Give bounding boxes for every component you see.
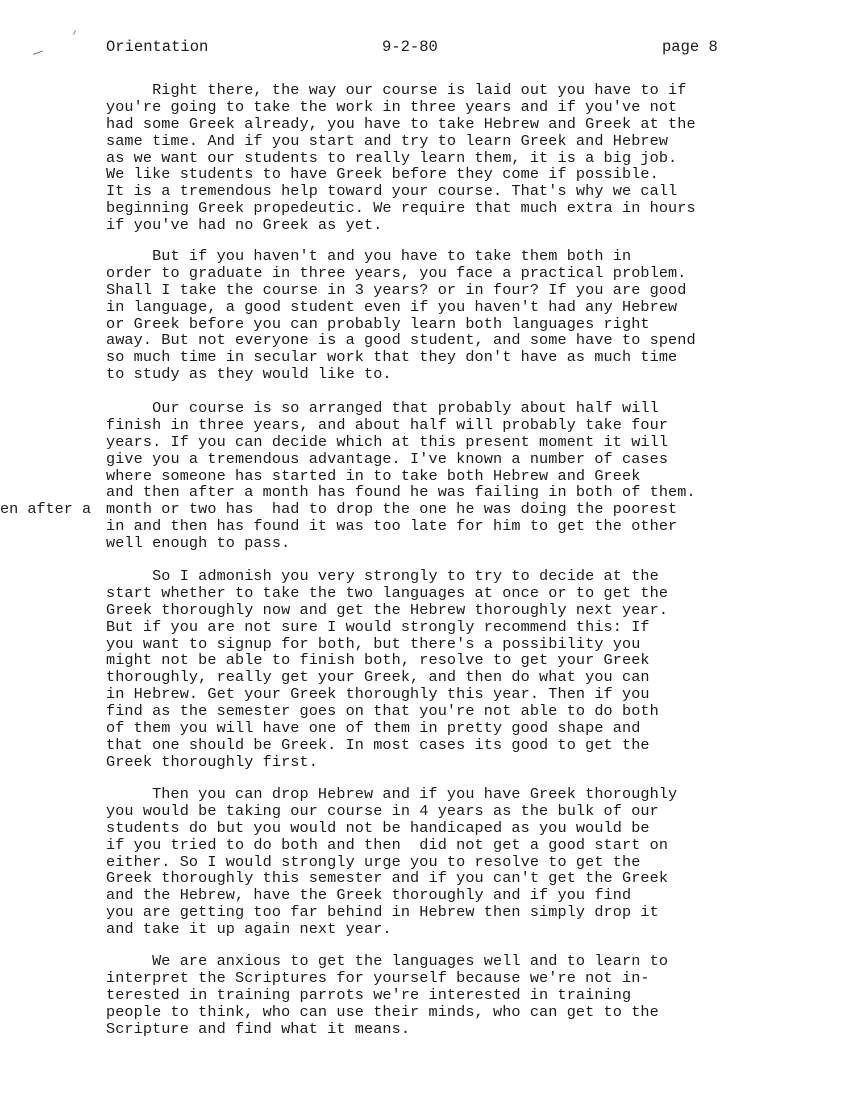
text-line: Shall I take the course in 3 years? or in four? If you are good	[106, 280, 687, 299]
paragraph-3	[106, 400, 806, 552]
paragraph-2	[106, 248, 806, 383]
text-line: and take it up again next year.	[106, 920, 392, 939]
header-page-number: page 8	[662, 38, 718, 56]
text-line: well enough to pass.	[106, 534, 291, 553]
text-line: if you've had no Greek as yet.	[106, 216, 383, 235]
page-header	[0, 38, 848, 58]
text-line: interpret the Scriptures for yourself because we're not in-	[106, 968, 650, 987]
text-line: that one should be Greek. In most cases its good to get the	[106, 735, 650, 754]
text-line: if you tried to do both and then did not get a good start on	[106, 835, 669, 854]
paragraph-1	[106, 82, 806, 234]
text-line: order to graduate in three years, you face a practical problem.	[106, 263, 687, 282]
paragraph-6	[106, 953, 806, 1037]
text-line: We like students to have Greek before they come if possible.	[106, 165, 659, 184]
text-line: in and then has found it was too late for him to get the other	[106, 517, 678, 536]
text-line: you are getting too far behind in Hebrew then simply drop it	[106, 903, 659, 922]
text-line: years. If you can decide which at this present moment it will	[106, 432, 669, 451]
text-line: Right there, the way our course is laid out you have to if	[106, 81, 687, 99]
margin-note: en after a	[0, 500, 92, 518]
text-line: in language, a good student even if you haven't had any Hebrew	[106, 297, 678, 316]
text-line: thoroughly, really get your Greek, and then do what you can	[106, 668, 650, 687]
text-line: so much time in secular work that they don't have as much time	[106, 348, 678, 367]
text-line: people to think, who can use their minds, who can get to the	[106, 1002, 659, 1021]
text-line: either. So I would strongly urge you to resolve to get the	[106, 852, 641, 871]
text-line: to study as they would like to.	[106, 365, 392, 384]
paragraph-5	[106, 786, 806, 938]
text-line: But if you haven't and you have to take them both in	[106, 247, 632, 265]
text-line: So I admonish you very strongly to try to decide at the	[106, 567, 659, 585]
text-line: you're going to take the work in three years and if you've not	[106, 97, 678, 116]
text-line: month or two has had to drop the one he was doing the poorest	[106, 500, 678, 519]
text-line: It is a tremendous help toward your course. That's why we call	[106, 182, 678, 201]
text-line: and then after a month has found he was failing in both of them.	[106, 483, 696, 502]
text-line: where someone has started in to take both Hebrew and Greek	[106, 466, 641, 485]
text-line: give you a tremendous advantage. I've known a number of cases	[106, 449, 669, 468]
paragraph-4	[106, 568, 806, 771]
header-date: 9-2-80	[382, 38, 438, 56]
text-line: in Hebrew. Get your Greek thoroughly this year. Then if you	[106, 685, 650, 704]
text-line: or Greek before you can probably learn both languages right	[106, 314, 650, 333]
header-title: Orientation	[106, 38, 209, 56]
text-line: But if you are not sure I would strongly recommend this: If	[106, 617, 650, 636]
text-line: Our course is so arranged that probably about half will	[106, 399, 659, 417]
text-line: had some Greek already, you have to take Hebrew and Greek at the	[106, 114, 696, 133]
text-line: start whether to take the two languages at once or to get the	[106, 583, 669, 602]
text-line: you want to signup for both, but there's a possibility you	[106, 634, 641, 653]
text-line: Greek thoroughly this semester and if you can't get the Greek	[106, 869, 669, 888]
text-line: terested in training parrots we're interested in training	[106, 985, 632, 1004]
text-line: as we want our students to really learn them, it is a big job.	[106, 148, 678, 167]
text-line: beginning Greek propedeutic. We require that much extra in hours	[106, 199, 696, 218]
text-line: of them you will have one of them in pretty good shape and	[106, 719, 641, 738]
text-line: Greek thoroughly first.	[106, 752, 318, 771]
text-line: same time. And if you start and try to learn Greek and Hebrew	[106, 131, 669, 150]
text-line: and the Hebrew, have the Greek thoroughly and if you find	[106, 886, 632, 905]
text-line: Then you can drop Hebrew and if you have Greek thoroughly	[106, 785, 678, 803]
text-line: find as the semester goes on that you're not able to do both	[106, 702, 659, 721]
text-line: away. But not everyone is a good student, and some have to spend	[106, 331, 696, 350]
text-line: you would be taking our course in 4 years as the bulk of our	[106, 801, 659, 820]
text-line: students do but you would not be handicaped as you would be	[106, 818, 650, 837]
text-line: We are anxious to get the languages well and to learn to	[106, 952, 669, 970]
text-line: Greek thoroughly now and get the Hebrew thoroughly next year.	[106, 600, 669, 619]
text-line: finish in three years, and about half will probably take four	[106, 415, 669, 434]
text-line: might not be able to finish both, resolve to get your Greek	[106, 651, 650, 670]
text-line: Scripture and find what it means.	[106, 1019, 411, 1038]
stray-pen-mark	[73, 30, 76, 35]
